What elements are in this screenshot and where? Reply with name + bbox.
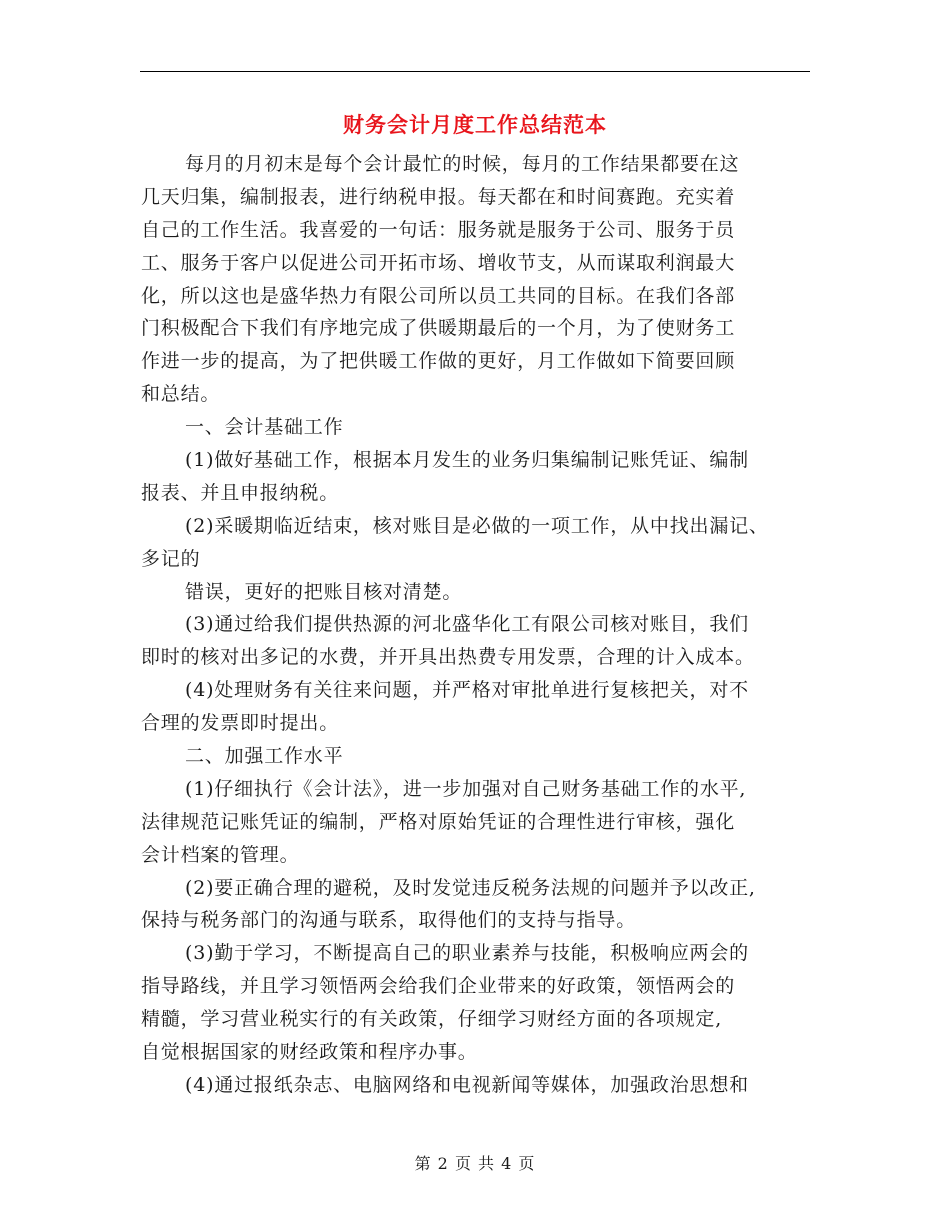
- page-footer: 第 2 页 共 4 页: [414, 1154, 536, 1173]
- document-title: 财务会计月度工作总结范本: [343, 112, 607, 137]
- paragraph-line: 每月的月初末是每个会计最忙的时候，每月的工作结果都要在这: [185, 153, 740, 175]
- paragraph-line: 法律规范记账凭证的编制，严格对原始凭证的合理性进行审核，强化: [141, 810, 736, 833]
- paragraph-line: (2)要正确合理的避税，及时发觉违反税务法规的问题并予以改正,: [185, 876, 756, 899]
- paragraph-line: (4)处理财务有关往来问题，并严格对审批单进行复核把关，对不: [185, 679, 749, 702]
- paragraph-line: (3)勤于学习，不断提高自己的职业素养与技能，积极响应两会的: [185, 942, 749, 965]
- paragraph-line: 即时的核对出多记的水费，并开具出热费专用发票，合理的计入成本。: [141, 646, 755, 669]
- paragraph-line: 化，所以这也是盛华热力有限公司所以员工共同的目标。在我们各部: [141, 284, 736, 307]
- paragraph-line: 几天归集，编制报表，进行纳税申报。每天都在和时间赛跑。充实着: [141, 185, 736, 208]
- paragraph-line: (4)通过报纸杂志、电脑网络和电视新闻等媒体，加强政治思想和: [185, 1073, 749, 1096]
- paragraph-line: 自己的工作生活。我喜爱的一句话：服务就是服务于公司、服务于员: [141, 218, 736, 241]
- header-rule: [140, 71, 810, 72]
- paragraph-line: 作进一步的提高，为了把供暖工作做的更好，月工作做如下简要回顾: [141, 350, 736, 373]
- paragraph-line: 自觉根据国家的财经政策和程序办事。: [141, 1041, 478, 1064]
- paragraph-line: 多记的: [141, 547, 201, 570]
- paragraph-line: 错误，更好的把账目核对清楚。: [185, 580, 463, 603]
- paragraph-line: 指导路线，并且学习领悟两会给我们企业带来的好政策，领悟两会的: [141, 975, 736, 998]
- paragraph-line: 合理的发票即时提出。: [141, 712, 340, 735]
- paragraph-line: 门积极配合下我们有序地完成了供暖期最后的一个月，为了使财务工: [141, 317, 736, 340]
- paragraph-line: (1)做好基础工作，根据本月发生的业务归集编制记账凭证、编制: [185, 449, 749, 472]
- paragraph-line: 报表、并且申报纳税。: [141, 481, 340, 504]
- paragraph-line: 精髓，学习营业税实行的有关政策，仔细学习财经方面的各项规定,: [141, 1008, 723, 1031]
- paragraph-line: (1)仔细执行《会计法》，进一步加强对自己财务基础工作的水平,: [185, 777, 747, 800]
- paragraph-line: (3)通过给我们提供热源的河北盛华化工有限公司核对账目，我们: [185, 613, 749, 636]
- paragraph-line: 工、服务于客户以促进公司开拓市场、增收节支，从而谋取利润最大: [141, 251, 736, 274]
- paragraph-line: (2)采暖期临近结束，核对账目是必做的一项工作，从中找出漏记、: [185, 514, 769, 537]
- paragraph-line: 二、加强工作水平: [185, 745, 344, 768]
- paragraph-line: 和总结。: [141, 383, 221, 406]
- document-body: [141, 148, 816, 1102]
- paragraph-line: 一、会计基础工作: [185, 416, 344, 439]
- paragraph-line: 保持与税务部门的沟通与联系，取得他们的支持与指导。: [141, 909, 637, 932]
- paragraph-line: 会计档案的管理。: [141, 843, 300, 866]
